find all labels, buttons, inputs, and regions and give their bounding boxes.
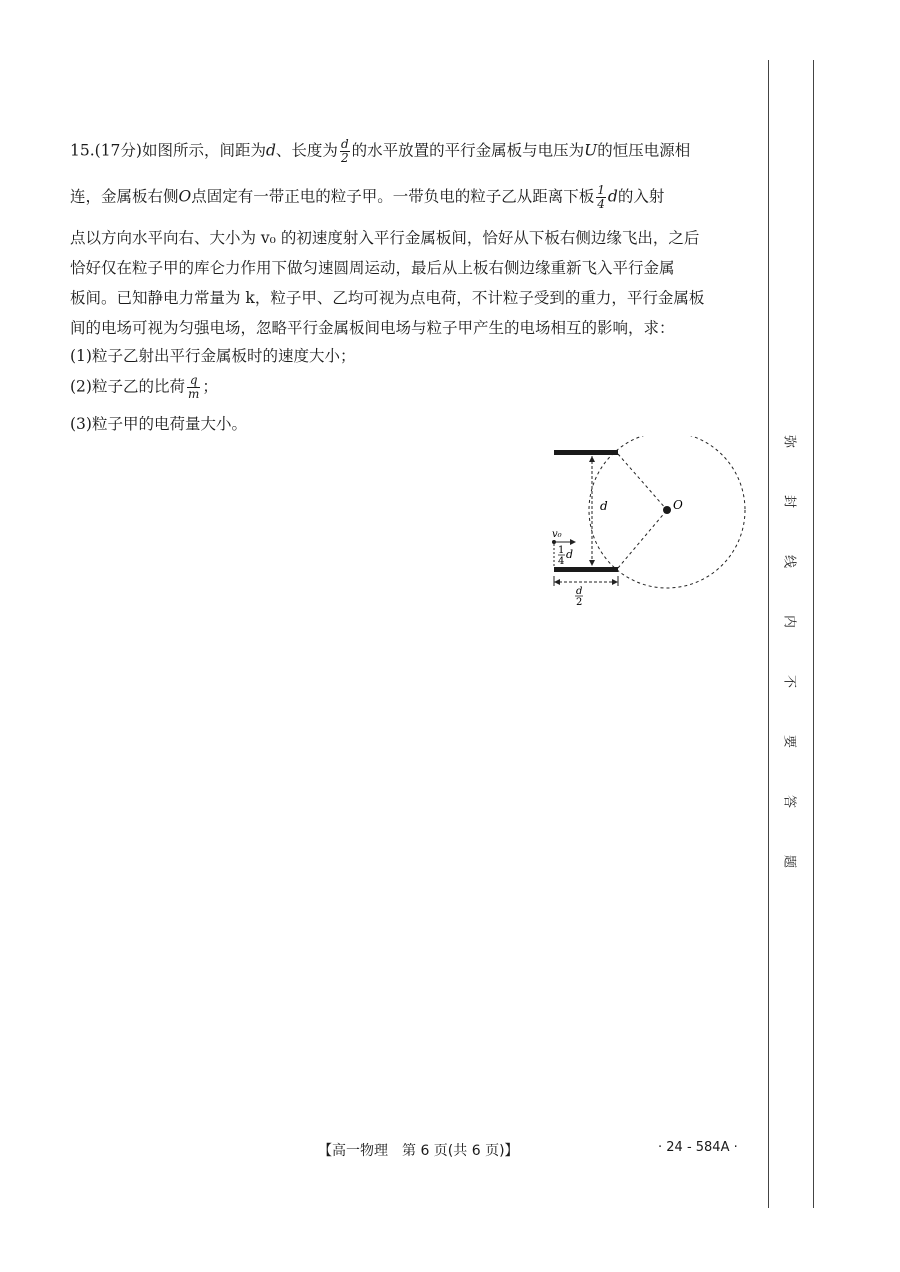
question-text: 的水平放置的平行金属板与电压为	[351, 141, 585, 160]
seal-char: 不	[781, 674, 797, 688]
sub-question-3: (3)粒子甲的电荷量大小。	[70, 415, 247, 433]
page-footer-title: 【高一物理 第 6 页(共 6 页)】	[318, 1143, 519, 1159]
label-half-num: d	[576, 586, 583, 597]
label-quarter-d: d	[566, 548, 574, 561]
label-O: O	[673, 498, 683, 512]
question-text: 如图所示，间距为	[141, 141, 266, 160]
question-line-5: 板间。已知静电力常量为 k，粒子甲、乙均可视为点电荷，不计粒子受到的重力，平行金属板	[70, 289, 705, 307]
var-d: d	[607, 187, 618, 206]
label-quarter-num: 1	[558, 545, 565, 556]
sub-question-2: (2)粒子乙的比荷 $\frac{q}{m}$ ；	[70, 373, 218, 401]
page-footer-code: · 24 - 584A ·	[658, 1140, 738, 1155]
seal-char: 封	[781, 494, 797, 508]
var-d: d	[265, 141, 276, 160]
radius-line-top	[618, 454, 667, 510]
label-quarter-den: 4	[558, 556, 565, 567]
arrowhead	[589, 456, 595, 462]
top-plate	[554, 450, 618, 455]
arrowhead	[612, 579, 618, 585]
arrowhead	[554, 579, 560, 585]
question-text: 点固定有一带正电的粒子甲。一带负电的粒子乙从距离下板	[191, 187, 595, 206]
question-number: 15.(17分)	[70, 141, 142, 160]
particle-jia	[663, 506, 671, 514]
fraction-1-over-4: $\frac{1}{4}$	[597, 183, 605, 211]
radius-line-bottom	[618, 510, 667, 568]
question-line-1	[70, 138, 690, 165]
question-line-6: 间的电场可视为匀强电场，忽略平行金属板间电场与粒子甲产生的电场相互的影响，求：	[70, 319, 675, 337]
seal-line-right	[813, 60, 814, 1208]
seal-line-left	[768, 60, 769, 1208]
fraction-d-over-2: $\frac{d}{2}$	[340, 137, 349, 165]
var-O: O	[178, 187, 192, 206]
question-line-2	[70, 184, 664, 211]
question-text: 连，金属板右侧	[70, 187, 179, 206]
label-half-den: 2	[576, 597, 583, 608]
question-text: 、长度为	[275, 141, 338, 160]
question-line-3: 点以方向水平向右、大小为 v₀ 的初速度射入平行金属板间，恰好从下板右侧边缘飞出，之后	[70, 229, 700, 247]
arrowhead	[589, 560, 595, 566]
seal-char: 线	[781, 554, 797, 568]
seal-char: 内	[781, 614, 797, 628]
seal-char: 题	[781, 854, 797, 868]
arrowhead	[570, 539, 576, 545]
seal-char: 弥	[781, 434, 797, 448]
fraction-q-over-m: $\frac{q}{m}$	[187, 373, 200, 401]
var-U: U	[584, 141, 598, 160]
sub-question-1: (1)粒子乙射出平行金属板时的速度大小；	[70, 347, 356, 365]
bottom-plate	[554, 567, 618, 572]
label-v0: v₀	[552, 529, 562, 540]
question-text: 的恒压电源相	[597, 141, 691, 160]
question-text: 的入射	[617, 187, 665, 206]
question-line-4: 恰好仅在粒子甲的库仑力作用下做匀速圆周运动，最后从上板右侧边缘重新飞入平行金属	[70, 259, 675, 277]
seal-char: 答	[781, 794, 797, 808]
label-d: d	[600, 499, 608, 513]
seal-char: 要	[781, 734, 797, 748]
physics-diagram	[540, 436, 760, 616]
